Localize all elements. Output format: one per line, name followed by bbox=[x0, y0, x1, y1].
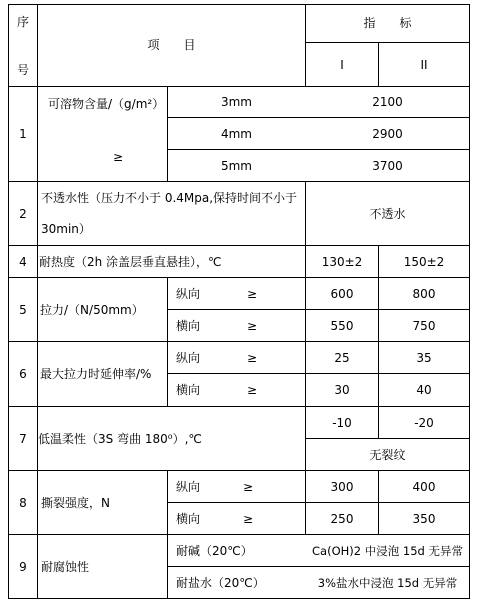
value-cell: 35 bbox=[416, 350, 432, 365]
thickness-label: 3mm bbox=[220, 95, 252, 109]
ge-symbol: ≥ bbox=[112, 150, 124, 164]
value-cell: 25 bbox=[334, 350, 350, 365]
header-grade-1: I bbox=[340, 58, 344, 72]
rule bbox=[37, 4, 38, 599]
value-cell: -10 bbox=[332, 415, 352, 430]
header-seq-bottom: 号 bbox=[16, 63, 29, 77]
medium-label: 耐盐水（20℃） bbox=[176, 575, 265, 590]
value-cell: 350 bbox=[412, 511, 436, 526]
direction-label: 纵向 bbox=[176, 286, 201, 301]
result-cell: Ca(OH)2 中浸泡 15d 无异常 bbox=[312, 543, 463, 558]
row-number: 6 bbox=[19, 367, 27, 381]
direction-label: 纵向 bbox=[176, 350, 201, 365]
medium-label: 耐碱（20℃） bbox=[176, 543, 253, 558]
property-name: 可溶物含量/（g/m²） bbox=[48, 97, 165, 111]
property-name: 耐热度（2h 涂盖层垂直悬挂），℃ bbox=[39, 254, 222, 269]
ge-symbol: ≥ bbox=[246, 383, 258, 397]
value-cell: 750 bbox=[412, 318, 436, 333]
property-line: 30min） bbox=[41, 222, 91, 236]
direction-label: 纵向 bbox=[176, 479, 201, 494]
value-cell: 800 bbox=[412, 286, 436, 301]
rule bbox=[8, 598, 470, 599]
row-number: 2 bbox=[19, 206, 27, 221]
header-index: 指 标 bbox=[363, 16, 412, 30]
rule bbox=[469, 4, 470, 599]
value-cell: 550 bbox=[330, 318, 354, 333]
result-cell: 无裂纹 bbox=[369, 447, 406, 462]
result-cell: 3%盐水中浸泡 15d 无异常 bbox=[317, 575, 458, 590]
property-line: 不透水性（压力不小于 0.4Mpa,保持时间不小于 bbox=[41, 191, 298, 205]
rule bbox=[305, 42, 470, 43]
row-number: 7 bbox=[19, 431, 27, 446]
value-cell: 250 bbox=[330, 511, 354, 526]
ge-symbol: ≥ bbox=[246, 350, 258, 365]
ge-symbol: ≥ bbox=[242, 511, 254, 526]
rule bbox=[167, 470, 168, 599]
value-cell: 40 bbox=[416, 383, 432, 397]
thickness-label: 5mm bbox=[220, 158, 252, 173]
value-cell: 30 bbox=[334, 383, 350, 397]
value-cell: 2100 bbox=[372, 95, 403, 109]
row-number: 9 bbox=[19, 559, 27, 574]
property-name: 最大拉力时延伸率/% bbox=[40, 367, 152, 381]
value-cell: 3700 bbox=[372, 158, 403, 173]
row-number: 1 bbox=[19, 127, 27, 141]
rule bbox=[167, 277, 168, 406]
property-name: 低温柔性（3S 弯曲 180⁰）,℃ bbox=[38, 431, 202, 446]
rule bbox=[8, 4, 470, 5]
ge-symbol: ≥ bbox=[246, 286, 258, 301]
header-seq-top: 序 bbox=[16, 15, 29, 29]
row-number: 4 bbox=[19, 254, 27, 269]
direction-label: 横向 bbox=[176, 511, 201, 526]
value-cell: 2900 bbox=[372, 126, 403, 141]
direction-label: 横向 bbox=[176, 318, 201, 333]
row-number: 5 bbox=[19, 302, 27, 317]
value-cell: 400 bbox=[412, 479, 436, 494]
value-cell: 300 bbox=[330, 479, 354, 494]
value-cell: 130±2 bbox=[321, 254, 363, 269]
thickness-label: 4mm bbox=[220, 126, 252, 141]
property-name: 撕裂强度，N bbox=[41, 495, 110, 510]
value-cell: 150±2 bbox=[403, 254, 445, 269]
header-item: 项 目 bbox=[147, 38, 196, 52]
value-cell: -20 bbox=[414, 415, 434, 430]
header-grade-2: II bbox=[420, 58, 428, 72]
ge-symbol: ≥ bbox=[246, 318, 258, 333]
row-number: 8 bbox=[19, 495, 27, 510]
property-name: 拉力/（N/50mm） bbox=[40, 302, 144, 317]
ge-symbol: ≥ bbox=[242, 479, 254, 494]
direction-label: 横向 bbox=[176, 383, 201, 397]
value-cell: 600 bbox=[330, 286, 354, 301]
property-name: 耐腐蚀性 bbox=[41, 559, 90, 574]
value-cell: 不透水 bbox=[369, 206, 406, 221]
